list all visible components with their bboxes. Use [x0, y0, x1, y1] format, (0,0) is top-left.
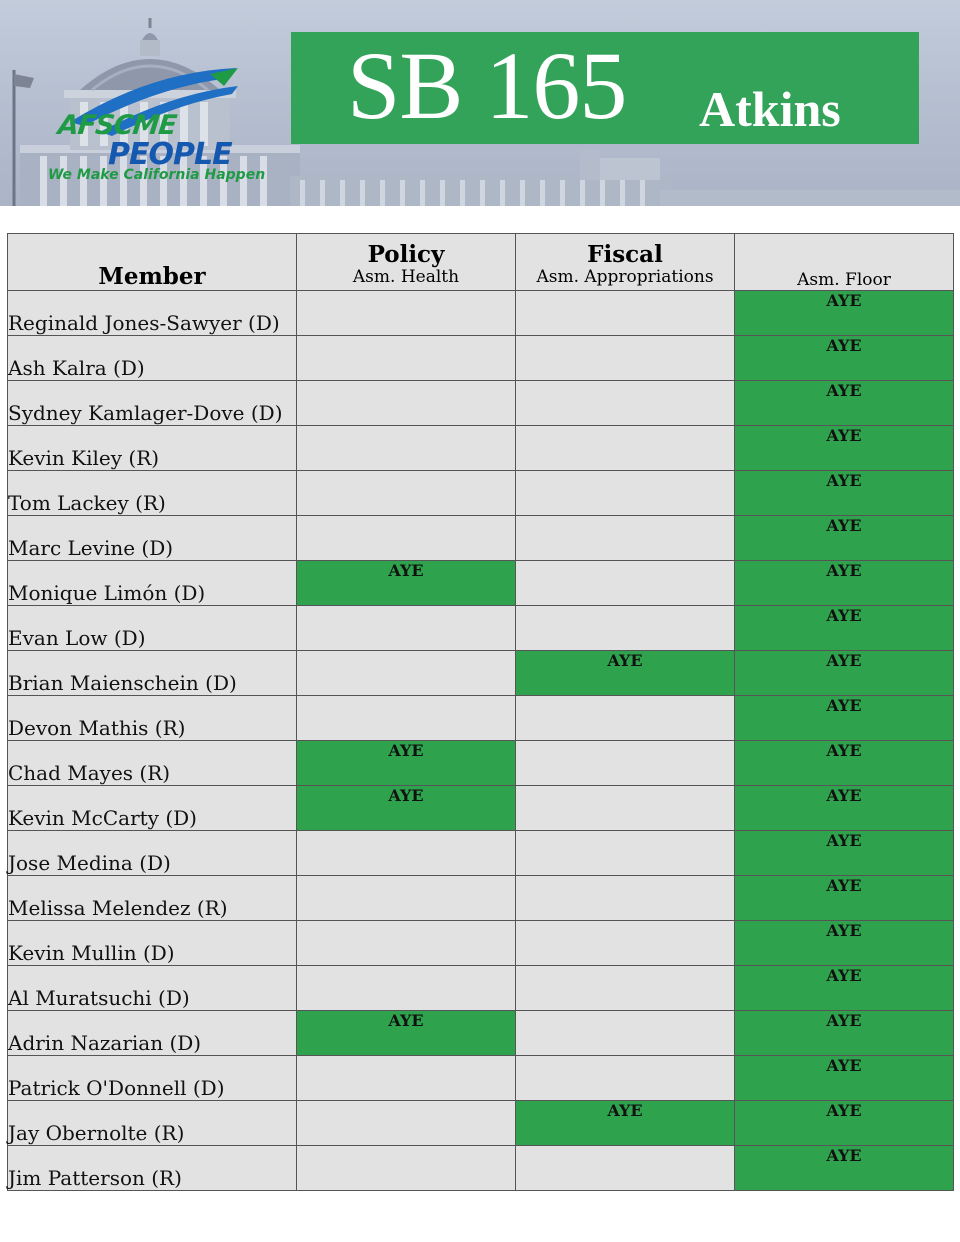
policy-vote-cell — [297, 651, 516, 696]
fiscal-vote-cell: AYE — [516, 651, 735, 696]
floor-vote-cell: AYE — [735, 606, 954, 651]
policy-vote-cell — [297, 336, 516, 381]
member-name: Melissa Melendez (R) — [8, 876, 297, 921]
table-row — [8, 381, 954, 426]
fiscal-vote-cell — [516, 741, 735, 786]
table-row — [8, 1146, 954, 1191]
floor-vote-cell: AYE — [735, 921, 954, 966]
afscme-people-logo — [0, 0, 300, 206]
floor-vote-cell: AYE — [735, 651, 954, 696]
member-name: Sydney Kamlager-Dove (D) — [8, 381, 297, 426]
fiscal-vote-cell — [516, 561, 735, 606]
table-row — [8, 606, 954, 651]
fiscal-vote-cell — [516, 516, 735, 561]
table-row — [8, 696, 954, 741]
policy-vote-cell — [297, 921, 516, 966]
fiscal-vote-cell — [516, 966, 735, 1011]
fiscal-header-committee: Asm. Appropriations — [536, 266, 714, 287]
policy-header-committee: Asm. Health — [352, 266, 460, 287]
policy-vote-cell — [297, 876, 516, 921]
member-name: Evan Low (D) — [8, 606, 297, 651]
policy-vote-cell — [297, 291, 516, 336]
logo-people-text: PEOPLE — [108, 137, 232, 172]
table-row — [8, 561, 954, 606]
member-name: Ash Kalra (D) — [8, 336, 297, 381]
floor-vote-cell: AYE — [735, 1056, 954, 1101]
fiscal-vote-cell: AYE — [516, 1101, 735, 1146]
table-row — [8, 741, 954, 786]
policy-header-title: Policy — [367, 240, 445, 268]
policy-vote-cell — [297, 471, 516, 516]
fiscal-vote-cell — [516, 426, 735, 471]
policy-vote-cell — [297, 606, 516, 651]
table-row — [8, 921, 954, 966]
bill-number: SB 165 — [347, 32, 627, 139]
floor-vote-cell: AYE — [735, 1101, 954, 1146]
logo-afscme-text: AFSCME — [56, 110, 178, 141]
member-name: Jay Obernolte (R) — [8, 1101, 297, 1146]
member-name: Kevin Kiley (R) — [8, 426, 297, 471]
table-row — [8, 876, 954, 921]
table-row — [8, 336, 954, 381]
floor-vote-cell: AYE — [735, 876, 954, 921]
floor-vote-cell: AYE — [735, 1011, 954, 1056]
fiscal-column-header — [516, 234, 735, 291]
member-name: Chad Mayes (R) — [8, 741, 297, 786]
member-name: Jim Patterson (R) — [8, 1146, 297, 1191]
floor-vote-cell: AYE — [735, 381, 954, 426]
policy-vote-cell — [297, 966, 516, 1011]
table-row — [8, 1101, 954, 1146]
policy-column-header — [297, 234, 516, 291]
vote-table-body — [8, 291, 954, 1191]
floor-vote-cell: AYE — [735, 561, 954, 606]
policy-vote-cell: AYE — [297, 741, 516, 786]
policy-vote-cell — [297, 516, 516, 561]
member-name: Kevin Mullin (D) — [8, 921, 297, 966]
floor-vote-cell: AYE — [735, 336, 954, 381]
floor-vote-cell: AYE — [735, 426, 954, 471]
policy-vote-cell: AYE — [297, 561, 516, 606]
floor-vote-cell: AYE — [735, 516, 954, 561]
policy-vote-cell — [297, 1146, 516, 1191]
policy-vote-cell — [297, 831, 516, 876]
fiscal-vote-cell — [516, 696, 735, 741]
fiscal-vote-cell — [516, 606, 735, 651]
fiscal-vote-cell — [516, 1056, 735, 1101]
table-row — [8, 471, 954, 516]
fiscal-vote-cell — [516, 921, 735, 966]
table-row — [8, 1011, 954, 1056]
table-row — [8, 966, 954, 1011]
fiscal-vote-cell — [516, 1146, 735, 1191]
policy-vote-cell — [297, 426, 516, 471]
table-row — [8, 426, 954, 471]
policy-vote-cell: AYE — [297, 786, 516, 831]
vote-table — [7, 233, 954, 1191]
fiscal-header-title: Fiscal — [587, 240, 663, 268]
member-name: Al Muratsuchi (D) — [8, 966, 297, 1011]
logo-tagline: We Make California Happen — [48, 167, 266, 183]
floor-vote-cell: AYE — [735, 786, 954, 831]
header-banner — [0, 0, 960, 206]
table-row — [8, 1056, 954, 1101]
floor-vote-cell: AYE — [735, 966, 954, 1011]
floor-vote-cell: AYE — [735, 471, 954, 516]
table-row — [8, 831, 954, 876]
member-name: Devon Mathis (R) — [8, 696, 297, 741]
bill-title-box — [291, 32, 919, 144]
member-name: Adrin Nazarian (D) — [8, 1011, 297, 1056]
floor-vote-cell: AYE — [735, 291, 954, 336]
table-row — [8, 651, 954, 696]
bill-author: Atkins — [699, 81, 841, 137]
member-name: Patrick O'Donnell (D) — [8, 1056, 297, 1101]
policy-vote-cell — [297, 696, 516, 741]
fiscal-vote-cell — [516, 471, 735, 516]
member-column-header: Member — [8, 234, 297, 291]
fiscal-vote-cell — [516, 1011, 735, 1056]
member-name: Jose Medina (D) — [8, 831, 297, 876]
policy-vote-cell — [297, 1056, 516, 1101]
fiscal-vote-cell — [516, 786, 735, 831]
member-name: Brian Maienschein (D) — [8, 651, 297, 696]
floor-column-header: Asm. Floor — [735, 234, 954, 291]
floor-vote-cell: AYE — [735, 831, 954, 876]
policy-vote-cell — [297, 1101, 516, 1146]
table-row — [8, 516, 954, 561]
fiscal-vote-cell — [516, 381, 735, 426]
member-name: Reginald Jones-Sawyer (D) — [8, 291, 297, 336]
floor-vote-cell: AYE — [735, 1146, 954, 1191]
member-name: Monique Limón (D) — [8, 561, 297, 606]
fiscal-vote-cell — [516, 336, 735, 381]
member-name: Marc Levine (D) — [8, 516, 297, 561]
member-name: Kevin McCarty (D) — [8, 786, 297, 831]
policy-vote-cell: AYE — [297, 1011, 516, 1056]
table-row — [8, 786, 954, 831]
table-header-row — [8, 234, 954, 291]
fiscal-vote-cell — [516, 291, 735, 336]
fiscal-vote-cell — [516, 876, 735, 921]
member-name: Tom Lackey (R) — [8, 471, 297, 516]
fiscal-vote-cell — [516, 831, 735, 876]
floor-vote-cell: AYE — [735, 696, 954, 741]
policy-vote-cell — [297, 381, 516, 426]
table-row — [8, 291, 954, 336]
floor-vote-cell: AYE — [735, 741, 954, 786]
